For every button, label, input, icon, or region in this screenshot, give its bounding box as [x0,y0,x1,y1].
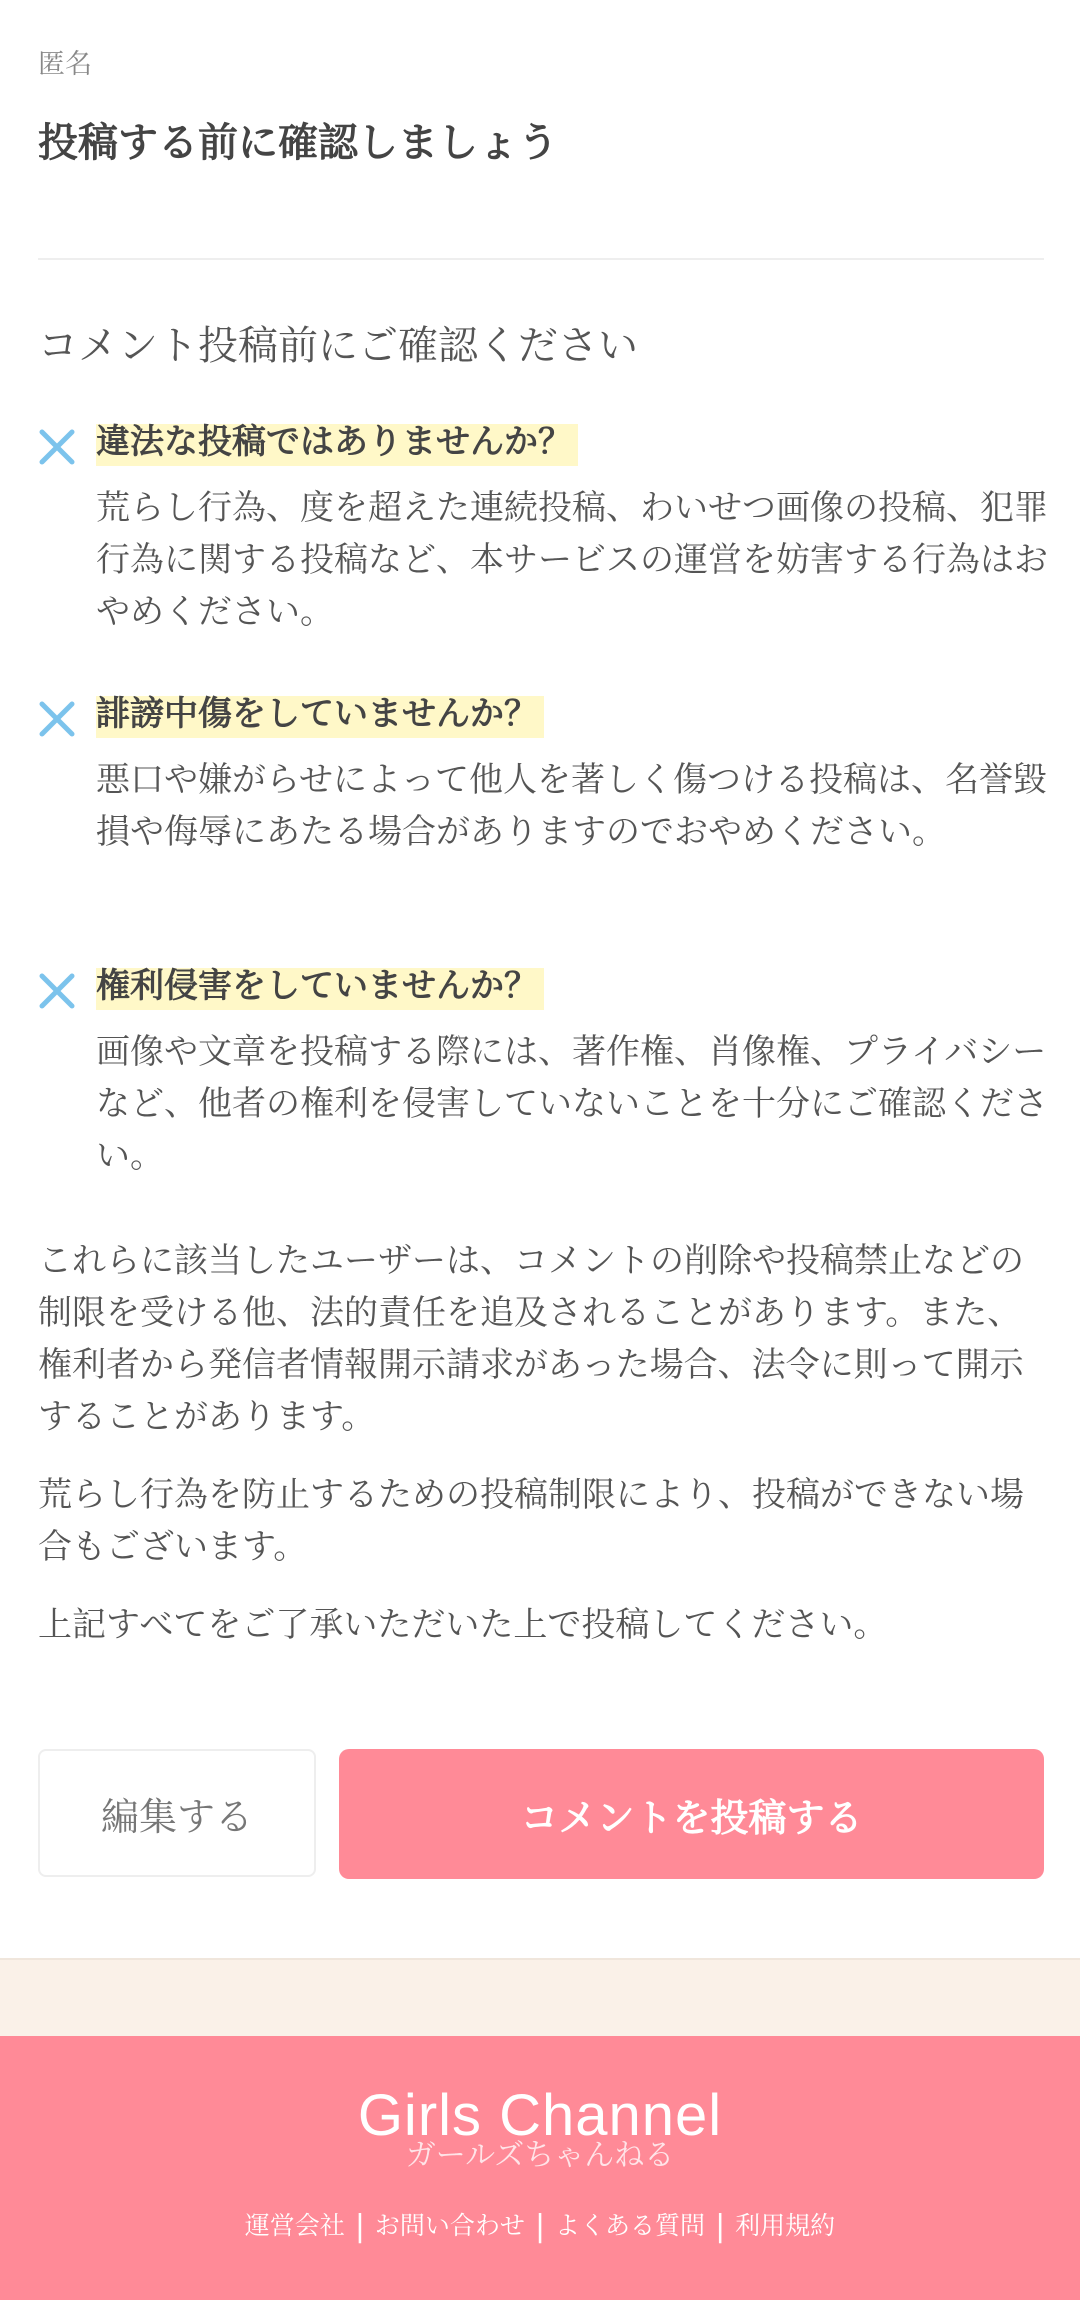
x-icon [38,428,76,466]
notice-restriction: 荒らし行為を防止するための投稿制限により、投稿ができない場合もございます。 [38,1475,1024,1567]
check-item-rights [38,962,1048,1182]
anonymous-label: 匿名 [38,49,92,80]
x-icon [38,700,76,738]
check-item-illegal [38,418,1048,638]
check-item-body: 悪口や嫌がらせによって他人を著しく傷つける投稿は、名誉毀損や侮辱にあたる場合がありますのでおやめください。 [96,760,1047,852]
footer-link-terms[interactable]: 利用規約 [735,2211,836,2240]
section-heading: コメント投稿前にご確認ください [38,323,638,369]
logo-subtitle: ガールズちゃんねる [405,2138,675,2173]
page-title: 投稿する前に確認しましょう [38,120,558,166]
check-item-body: 荒らし行為、度を超えた連続投稿、わいせつ画像の投稿、犯罪行為に関する投稿など、本サービスの運営を妨害する行為はおやめください。 [96,488,1048,632]
footer-link-separator: | [715,2209,726,2244]
x-icon [38,972,76,1010]
footer-link-contact[interactable]: お問い合わせ [374,2211,525,2240]
footer-link-faq[interactable]: よくある質問 [555,2211,706,2240]
footer [0,2036,1080,2300]
check-item-body: 画像や文章を投稿する際には、著作権、肖像権、プライバシーなど、他者の権利を侵害していないことを十分にご確認ください。 [96,1032,1048,1176]
notice-legal: これらに該当したユーザーは、コメントの削除や投稿禁止などの制限を受ける他、法的責任を追及されることがあります。また、権利者から発信者情報開示請求があった場合、法令に則って開示することがあります。 [38,1241,1024,1437]
footer-link-company[interactable]: 運営会社 [244,2211,345,2240]
edit-button[interactable]: 編集する [38,1749,316,1877]
submit-comment-button[interactable]: コメントを投稿する [339,1749,1044,1879]
logo-wordmark[interactable]: Girls Channel [357,2083,723,2148]
check-item-defamation [38,690,1048,910]
header-divider [38,258,1044,260]
footer-links [0,2208,1080,2245]
check-item-title: 誹謗中傷をしていませんか？ [96,690,544,738]
footer-link-separator: | [354,2209,365,2244]
footer-link-separator: | [534,2209,546,2244]
check-item-title: 権利侵害をしていませんか？ [96,962,544,1010]
check-item-title: 違法な投稿ではありませんか？ [96,418,578,466]
notice-consent: 上記すべてをご了承いただいた上で投稿してください。 [38,1605,888,1645]
footer-spacer [0,1958,1080,2036]
